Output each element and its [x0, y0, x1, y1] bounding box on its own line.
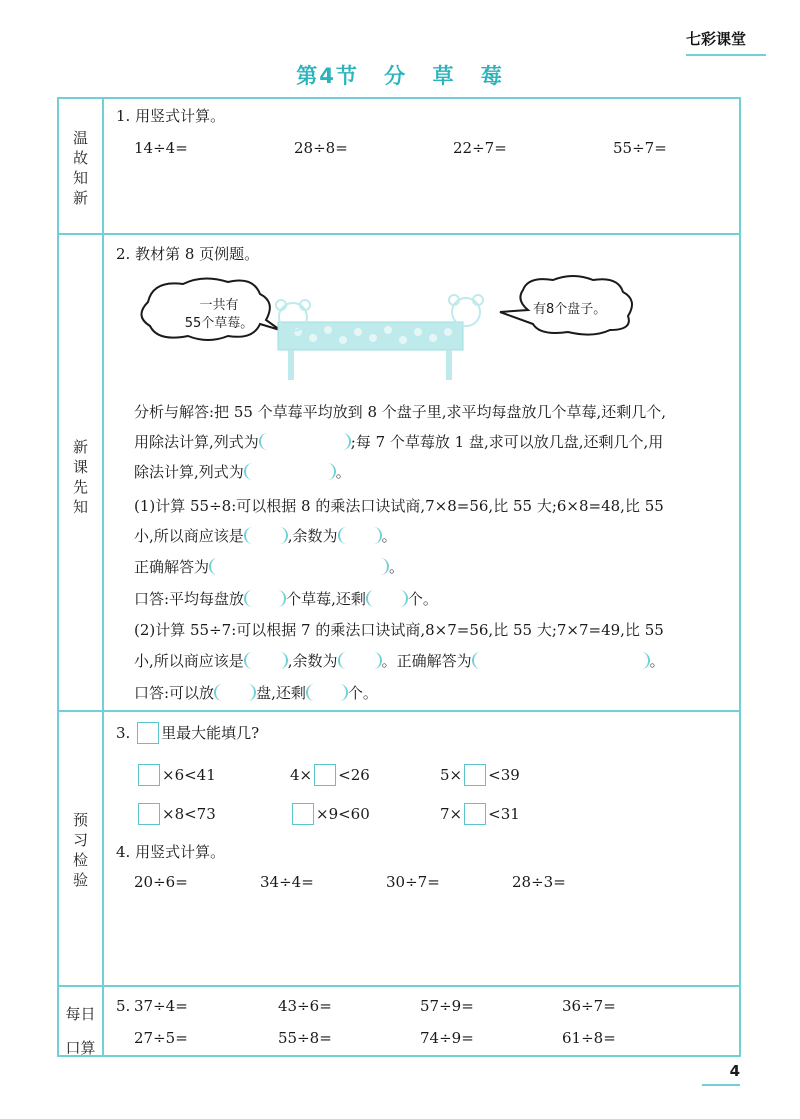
answer-box[interactable] [138, 764, 160, 786]
text: 5× [440, 766, 463, 784]
text: 口答:平均每盘放 [134, 590, 245, 608]
text: 个。 [407, 590, 438, 608]
problem: 74÷9= [420, 1029, 474, 1047]
text: 4× [290, 766, 313, 784]
table-leg [288, 350, 294, 380]
problem: 57÷9= [420, 997, 474, 1015]
label-char: 先 [72, 478, 88, 496]
answer-blank[interactable] [338, 652, 382, 669]
step1-line-2 [134, 526, 734, 546]
answer-blank[interactable] [366, 590, 408, 607]
label-char: 课 [72, 458, 88, 476]
row-divider-1 [57, 233, 741, 235]
problem: 37÷4= [134, 997, 188, 1015]
question-text: 里最大能填几? [161, 724, 260, 742]
text: 除法计算,列式为 [134, 463, 244, 481]
question-5-number: 5. [116, 997, 131, 1015]
worksheet-frame [57, 97, 741, 1057]
step1-line-3 [134, 557, 734, 577]
label-char: 新 [72, 438, 88, 456]
text: 。正确解答为 [381, 652, 472, 670]
analysis-line-1: 分析与解答:把 55 个草莓平均放到 8 个盘子里,求平均每盘放几个草莓,还剩几个, [134, 403, 667, 421]
text: 。 [389, 558, 405, 576]
question-number: 2. [116, 245, 131, 263]
inequality-item [290, 764, 370, 786]
answer-blank[interactable] [338, 527, 382, 544]
answer-box[interactable] [314, 764, 336, 786]
strawberry-icon [399, 336, 407, 344]
inequality-item [136, 803, 216, 825]
step2-line-3 [134, 683, 734, 703]
question-number: 3. [116, 724, 131, 742]
step1-line-1: (1)计算 55÷8:可以根据 8 的乘法口诀试商,7×8=56,比 55 大;6×8=48,比 55 [134, 497, 664, 515]
label-line: 每日 [65, 1005, 96, 1023]
question-text: 教材第 8 页例题。 [135, 245, 260, 263]
analysis-line-3 [134, 462, 734, 482]
strawberry-icon [384, 326, 392, 334]
problem: 61÷8= [562, 1029, 616, 1047]
label-line: 口算 [65, 1039, 96, 1057]
title-char-2: 草 [432, 64, 456, 88]
answer-blank[interactable] [244, 652, 288, 669]
row-divider-2 [57, 710, 741, 712]
section-label-preview [59, 810, 102, 890]
text: 。 [335, 463, 351, 481]
section-label-new [59, 437, 102, 517]
question-1 [116, 106, 225, 126]
problem: 55÷8= [278, 1029, 332, 1047]
step2-line-2 [134, 651, 734, 671]
text: ,余数为 [287, 652, 338, 670]
text: 小,所以商应该是 [134, 527, 244, 545]
label-char: 检 [72, 851, 88, 869]
problem: 55÷7= [613, 139, 667, 157]
text: 个。 [347, 684, 378, 702]
answer-blank[interactable] [306, 684, 348, 701]
text: <26 [338, 766, 370, 784]
inequality-item [440, 803, 520, 825]
problem: 30÷7= [386, 873, 440, 891]
text: 。 [381, 527, 397, 545]
question-text: 用竖式计算。 [135, 843, 226, 861]
label-char: 新 [72, 189, 88, 207]
question-4 [116, 842, 225, 862]
title-char-1: 分 [384, 64, 408, 88]
problem: 28÷3= [512, 873, 566, 891]
problem: 14÷4= [134, 139, 188, 157]
problem: 22÷7= [453, 139, 507, 157]
question-number: 1. [116, 107, 131, 125]
text: ;每 7 个草莓放 1 盘,求可以放几盘,还剩几个,用 [350, 433, 664, 451]
answer-box[interactable] [464, 803, 486, 825]
page-number: 4 [702, 1062, 740, 1086]
label-char: 故 [72, 149, 88, 167]
text: 7× [440, 805, 463, 823]
strawberry-icon [429, 334, 437, 342]
answer-blank[interactable] [244, 527, 288, 544]
answer-box[interactable] [292, 803, 314, 825]
text: 用除法计算,列式为 [134, 433, 259, 451]
label-divider [102, 97, 104, 1057]
step1-line-4 [134, 589, 734, 609]
problem: 34÷4= [260, 873, 314, 891]
answer-blank[interactable] [244, 463, 336, 480]
strawberry-icon [354, 328, 362, 336]
text: ×8<73 [162, 805, 216, 823]
speech-line: 55个草莓。 [184, 316, 254, 331]
title-char-3: 莓 [480, 64, 504, 88]
inequality-item [136, 764, 216, 786]
label-char: 习 [72, 831, 88, 849]
answer-box [137, 722, 159, 744]
text: 个草莓,还剩 [286, 590, 366, 608]
table-leg [446, 350, 452, 380]
strawberry-icon [339, 336, 347, 344]
text: <31 [488, 805, 520, 823]
answer-blank[interactable] [214, 684, 256, 701]
label-char: 验 [72, 871, 88, 889]
speech-text-right: 有8个盘子。 [533, 302, 607, 317]
row-divider-3 [57, 985, 741, 987]
step2-line-1: (2)计算 55÷7:可以根据 7 的乘法口诀试商,8×7=56,比 55 大;7×7=49,比 55 [134, 621, 664, 639]
strawberry-icon [444, 328, 452, 336]
label-char: 知 [72, 169, 88, 187]
answer-blank[interactable] [259, 433, 351, 450]
problem: 28÷8= [294, 139, 348, 157]
speech-text-left [183, 297, 255, 333]
problem: 43÷6= [278, 997, 332, 1015]
answer-blank[interactable] [472, 652, 650, 669]
text: ×9<60 [316, 805, 370, 823]
label-char: 知 [72, 498, 88, 516]
section-label-daily [59, 997, 102, 1065]
inequality-item [440, 764, 520, 786]
strawberry-icon [324, 326, 332, 334]
analysis-line-2 [134, 432, 734, 452]
inequality-item [290, 803, 370, 825]
brand-logo: 七彩课堂 [686, 28, 766, 56]
question-number: 4. [116, 843, 131, 861]
answer-blank[interactable] [244, 590, 286, 607]
text: 正确解答为 [134, 558, 210, 576]
text: 。 [649, 652, 665, 670]
strawberry-icon [414, 328, 422, 336]
label-char: 预 [72, 811, 88, 829]
section-label-review [59, 128, 102, 208]
text: 口答:可以放 [134, 684, 215, 702]
answer-box[interactable] [464, 764, 486, 786]
page-title [0, 60, 800, 90]
question-2 [116, 244, 259, 264]
answer-blank[interactable] [209, 558, 389, 575]
problem: 27÷5= [134, 1029, 188, 1047]
bear-icon [449, 295, 483, 326]
question-3 [116, 722, 259, 744]
question-text: 用竖式计算。 [135, 107, 226, 125]
strawberry-icon [369, 334, 377, 342]
problem: 36÷7= [562, 997, 616, 1015]
text: ×6<41 [162, 766, 216, 784]
problem: 20÷6= [134, 873, 188, 891]
text: 小,所以商应该是 [134, 652, 244, 670]
title-section: 第4节 [296, 64, 359, 88]
strawberry-icon [309, 334, 317, 342]
answer-box[interactable] [138, 803, 160, 825]
label-char: 温 [72, 129, 88, 147]
text: 盘,还剩 [256, 684, 306, 702]
text: <39 [488, 766, 520, 784]
speech-line: 一共有 [199, 298, 239, 313]
text: ,余数为 [287, 527, 338, 545]
